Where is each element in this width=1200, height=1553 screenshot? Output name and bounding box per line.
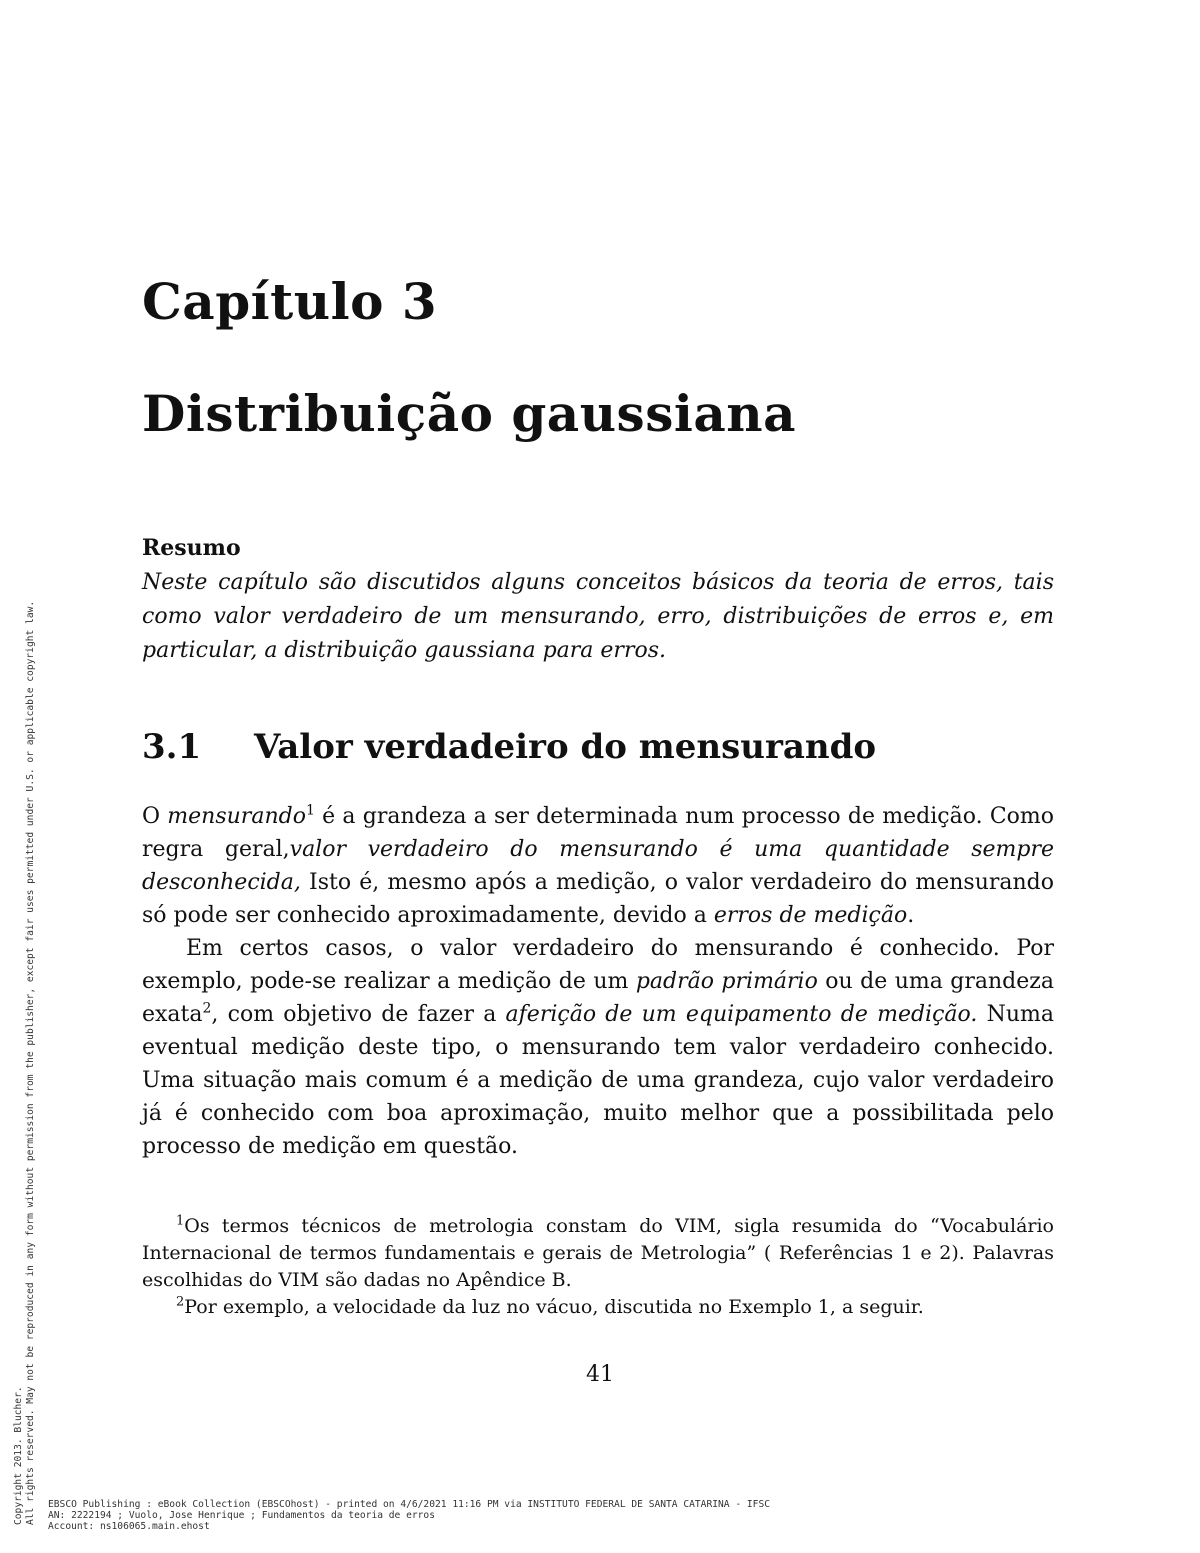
text-run: é a grandeza a ser determinada num processo de medição. Como regra geral, bbox=[142, 804, 1054, 862]
footer-line: EBSCO Publishing : eBook Collection (EBSCOhost) - printed on 4/6/2021 11:16 PM via INSTITUTO FEDERAL DE SANTA CATARINA - IFSC bbox=[48, 1499, 770, 1510]
footnote-mark: 1 bbox=[176, 1213, 185, 1229]
text-run: ou de uma grandeza exata bbox=[142, 969, 1054, 1027]
text-run: Em certos casos, o valor verdadeiro do mensurando é conhecido. Por exemplo, pode-se realizar a medição de um bbox=[142, 936, 1054, 994]
italic-term: aferição de um equipamento de medição. bbox=[505, 1002, 978, 1027]
footnote-text: Por exemplo, a velocidade da luz no vácuo, discutida no Exemplo 1, a seguir. bbox=[184, 1296, 924, 1318]
print-footer bbox=[48, 1499, 770, 1532]
copyright-line: All rights reserved. May not be reproduced in any form without permission from the publisher, except fair uses permitted under U.S. or applicable copyright law. bbox=[25, 600, 36, 1525]
abstract-heading: Resumo bbox=[142, 535, 241, 561]
italic-term: mensurando bbox=[167, 804, 306, 829]
copyright-notice bbox=[13, 601, 37, 1525]
footnote bbox=[142, 1213, 1054, 1294]
section-number: 3.1 bbox=[142, 727, 202, 767]
footnote-mark: 2 bbox=[176, 1294, 185, 1310]
text-run: Isto é, mesmo após a medição, o valor verdadeiro do mensurando só pode ser conhecido aproximadamente, devido a bbox=[142, 870, 1054, 928]
italic-term: padrão primário bbox=[635, 969, 818, 994]
section-title: Valor verdadeiro do mensurando bbox=[254, 727, 877, 767]
footer-line: AN: 2222194 ; Vuolo, Jose Henrique ; Fundamentos da teoria de erros bbox=[48, 1510, 435, 1521]
footnotes bbox=[142, 1213, 1054, 1321]
italic-term: valor verdadeiro do mensurando é uma quantidade sempre desconhecida, bbox=[142, 837, 1054, 895]
text-run: O bbox=[142, 804, 168, 829]
italic-term: erros de medição bbox=[713, 903, 908, 928]
abstract-text: Neste capítulo são discutidos alguns conceitos básicos da teoria de erros, tais como valor verdadeiro de um mensurando, erro, distribuições de erros e, em particular, a distribuição gaussiana para erros. bbox=[142, 570, 1054, 663]
text-run: Numa eventual medição deste tipo, o mensurando tem valor verdadeiro conhecido. Uma situação mais comum é a medição de uma grandeza, cujo valor verdadeiro já é conhecido com boa aproximação, muito melhor que a possibilitada pelo processo de medição em questão. bbox=[142, 1002, 1054, 1159]
paragraph bbox=[142, 800, 1054, 932]
paragraph bbox=[142, 932, 1054, 1163]
footnote bbox=[142, 1294, 1054, 1321]
footnote-text: Os termos técnicos de metrologia constam do VIM, sigla resumida do “Vocabulário Internacional de termos fundamentais e gerais de Metrologia” ( Referências 1 e 2). Palavras escolhidas do VIM são dadas no Apêndice B. bbox=[142, 1215, 1054, 1291]
copyright-line: Copyright 2013. Blucher. bbox=[13, 1386, 24, 1525]
body-text bbox=[142, 800, 1054, 1163]
text-run: , com objetivo de fazer a bbox=[211, 1002, 506, 1027]
page-number: 41 bbox=[586, 1362, 614, 1387]
text-run: . bbox=[907, 903, 915, 928]
chapter-title: Distribuição gaussiana bbox=[142, 384, 796, 443]
footnote-ref: 1 bbox=[305, 802, 315, 819]
footer-line: Account: ns106065.main.ehost bbox=[48, 1521, 210, 1532]
chapter-label: Capítulo 3 bbox=[142, 272, 438, 331]
section-heading bbox=[142, 727, 876, 767]
footnote-ref: 2 bbox=[202, 1000, 212, 1017]
